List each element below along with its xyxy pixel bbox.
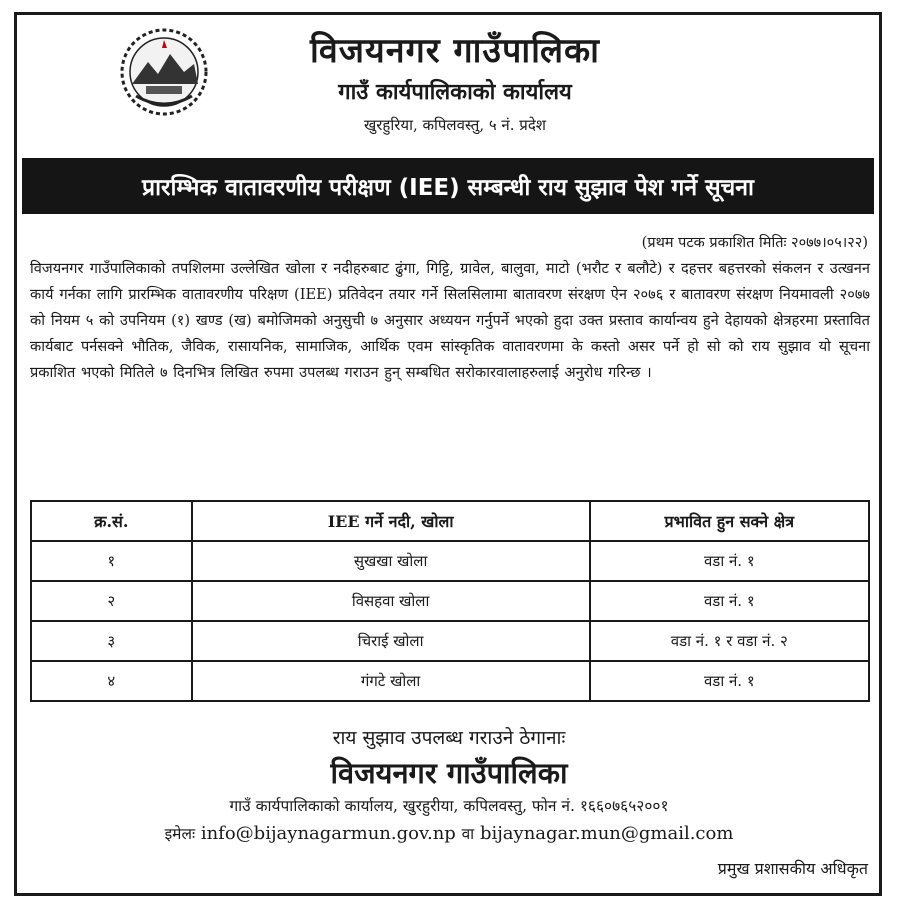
river-table xyxy=(30,500,870,702)
column-header-affected-area: प्रभावित हुन सक्ने क्षेत्र xyxy=(590,501,869,541)
table-row xyxy=(31,541,869,581)
office-address: खुरहुरिया, कपिलवस्तु, ५ नं. प्रदेश xyxy=(364,116,546,134)
cell-serial: ४ xyxy=(31,661,192,701)
publication-date: (प्रथम पटक प्रकाशित मितिः २०७७।०५।२२) xyxy=(641,235,868,251)
cell-area: वडा नं. १ xyxy=(590,581,869,621)
email-separator: वा xyxy=(461,825,475,843)
nepal-emblem-icon xyxy=(118,26,210,118)
cell-river: विसहवा खोला xyxy=(192,581,590,621)
table-header-row xyxy=(31,501,869,541)
cell-river: चिराई खोला xyxy=(192,621,590,661)
cell-serial: ३ xyxy=(31,621,192,661)
table-row xyxy=(31,581,869,621)
cell-area: वडा नं. १ xyxy=(590,661,869,701)
table-row xyxy=(31,661,869,701)
cell-area: वडा नं. १ xyxy=(590,541,869,581)
table-row xyxy=(31,621,869,661)
notice-banner-text: प्रारम्भिक वातावरणीय परीक्षण (IEE) सम्बन्धी राय सुझाव पेश गर्ने सूचना xyxy=(142,175,754,201)
notice-body: विजयनगर गाउँपालिकाको तपशिलमा उल्लेखित खोला र नदीहरुबाट ढुंगा, गिट्टि, ग्रावेल, बालुवा, माटो (भरौट र बलौटे) र दहत्तर बहत्तरको संकलन र उत्खनन कार्य गर्नका लागि प्रारम्भिक वातावरणीय परिक्षण (IEE) प्रतिवेदन तयार गर्ने सिलसिलामा बातावरण संरक्षण ऐन २०७६ र बातावरण संरक्षण नियमावली २०७७ को नियम ५ को उपनियम (१) खण्ड (ख) बमोजिमको अनुसुची ७ अनुसार अध्ययन गर्नुपर्ने भएको हुदा उक्त प्रस्ताव कार्यान्वय हुने देहायको क्षेत्रहरमा प्रस्तावित कार्यबाट पर्नसक्ने भौतिक, जैविक, रासायनिक, सामाजिक, आर्थिक एवम सांस्कृतिक वातावरणमा के कस्तो असर पर्ने हो सो को राय सुझाव यो सूचना प्रकाशित भएको मितिले ७ दिनभित्र लिखित रुपमा उपलब्ध गराउन हुन् सम्बधित सरोकारवालाहरुलाई अनुरोध गरिन्छ । xyxy=(30,260,870,381)
cell-serial: २ xyxy=(31,581,192,621)
office-subtitle: गाउँ कार्यपालिकाको कार्यालय xyxy=(338,79,572,105)
page-title: विजयनगर गाउँपालिका xyxy=(310,31,600,71)
contact-address: गाउँ कार्यपालिकाको कार्यालय, खुरहुरीया, कपिलवस्तु, फोन नं. १६६०७६५२००१ xyxy=(229,797,669,815)
contact-email-line xyxy=(0,822,898,844)
notice-banner xyxy=(22,158,874,214)
contact-organization: विजयनगर गाउँपालिका xyxy=(330,756,568,790)
cell-serial: १ xyxy=(31,541,192,581)
column-header-serial: क्र.सं. xyxy=(31,501,192,541)
email-label: इमेलः xyxy=(164,825,196,843)
cell-area: वडा नं. १ र वडा नं. २ xyxy=(590,621,869,661)
email-link-primary[interactable]: info@bijaynagarmun.gov.np xyxy=(200,823,456,844)
cell-river: गंगटे खोला xyxy=(192,661,590,701)
contact-heading: राय सुझाव उपलब्ध गराउने ठेगानाः xyxy=(332,727,566,749)
column-header-river: IEE गर्ने नदी, खोला xyxy=(192,501,590,541)
cell-river: सुखखा खोला xyxy=(192,541,590,581)
email-link-secondary[interactable]: bijaynagar.mun@gmail.com xyxy=(479,823,734,844)
signatory-title: प्रमुख प्रशासकीय अधिकृत xyxy=(717,859,868,878)
